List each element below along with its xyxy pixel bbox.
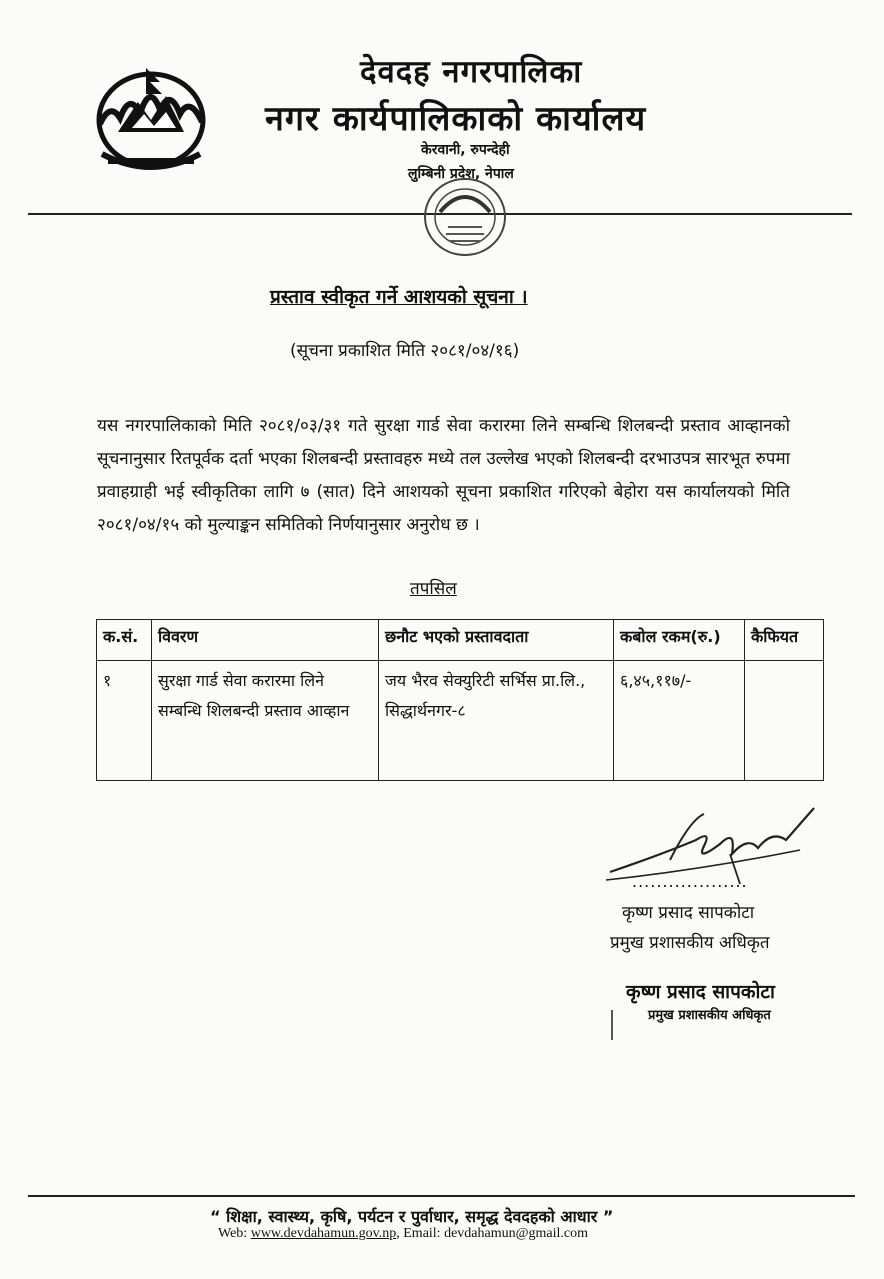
cell-bidder: जय भैरव सेक्युरिटी सर्भिस प्रा.लि., सिद्धार्थनगर-८: [379, 661, 614, 781]
office-stamp: [410, 172, 520, 262]
cell-amount: ६,४५,११७/-: [614, 661, 745, 781]
signature-dots: ...................: [632, 872, 748, 891]
header-description: विवरण: [152, 620, 379, 661]
header-bidder: छनौट भएको प्रस्तावदाता: [379, 620, 614, 661]
email-label: , Email:: [396, 1226, 445, 1241]
header-remarks: कैफियत: [745, 620, 824, 661]
details-table: [96, 619, 824, 781]
nepal-emblem-logo: [88, 62, 214, 174]
cell-description: सुरक्षा गार्ड सेवा करारमा लिने सम्बन्धि शिलबन्दी प्रस्ताव आव्हान: [152, 661, 379, 781]
municipality-name: देवदह नगरपालिका: [360, 54, 583, 90]
header-sn: क.सं.: [97, 620, 152, 661]
details-heading: तपसिल: [410, 579, 457, 599]
notice-body: यस नगरपालिकाको मिति २०८१/०३/३१ गते सुरक्षा गार्ड सेवा करारमा लिने सम्बन्धि शिलबन्दी प्रस्ताव आव्हानको सूचनानुसार रितपूर्वक दर्ता भएका शिलबन्दी प्रस्तावहरु मध्ये तल उल्लेख भएको शिलबन्दी दरभाउपत्र सारभूत रुपमा प्रवाहग्राही भई स्वीकृतिका लागि ७ (सात) दिने आशयको सूचना प्रकाशित गरिएको बेहोरा यस कार्यालयको मिति २०८१/०४/१५ को मुल्याङ्कन समितिको निर्णयानुसार अनुरोध छ ।: [97, 416, 791, 535]
address-line-2: लुम्बिनी प्रदेश, नेपाल: [408, 166, 514, 182]
published-date: (सूचना प्रकाशित मिति २०८१/०४/१६): [290, 341, 520, 361]
office-name: नगर कार्यपालिकाको कार्यालय: [265, 99, 647, 139]
table-header-row: [97, 620, 824, 661]
notice-title: प्रस्ताव स्वीकृत गर्ने आशयको सूचना ।: [270, 286, 528, 308]
header-amount: कबोल रकम(रु.): [614, 620, 745, 661]
signatory-name: कृष्ण प्रसाद सापकोटा: [622, 903, 755, 923]
name-stamp: कृष्ण प्रसाद सापकोटा: [626, 981, 775, 1003]
email-link[interactable]: devdahamun@gmail.com: [444, 1226, 588, 1241]
address-line-1: केरवानी, रुपन्देही: [421, 142, 510, 158]
cell-sn: १: [97, 661, 152, 781]
footer-contact: [218, 1226, 588, 1242]
footer-motto: “ शिक्षा, स्वास्थ्य, कृषि, पर्यटन र पुर्वाधार, समृद्ध देवदहको आधार ”: [210, 1207, 614, 1226]
footer-divider: [28, 1195, 855, 1197]
title-stamp: प्रमुख प्रशासकीय अधिकृत: [648, 1008, 771, 1023]
signatory-title: प्रमुख प्रशासकीय अधिकृत: [610, 933, 770, 953]
cell-remarks: [745, 661, 824, 781]
website-link[interactable]: www.devdahamun.gov.np: [250, 1226, 397, 1241]
web-label: Web:: [218, 1226, 251, 1241]
table-row: [97, 661, 824, 781]
stamp-divider: [611, 1010, 613, 1040]
